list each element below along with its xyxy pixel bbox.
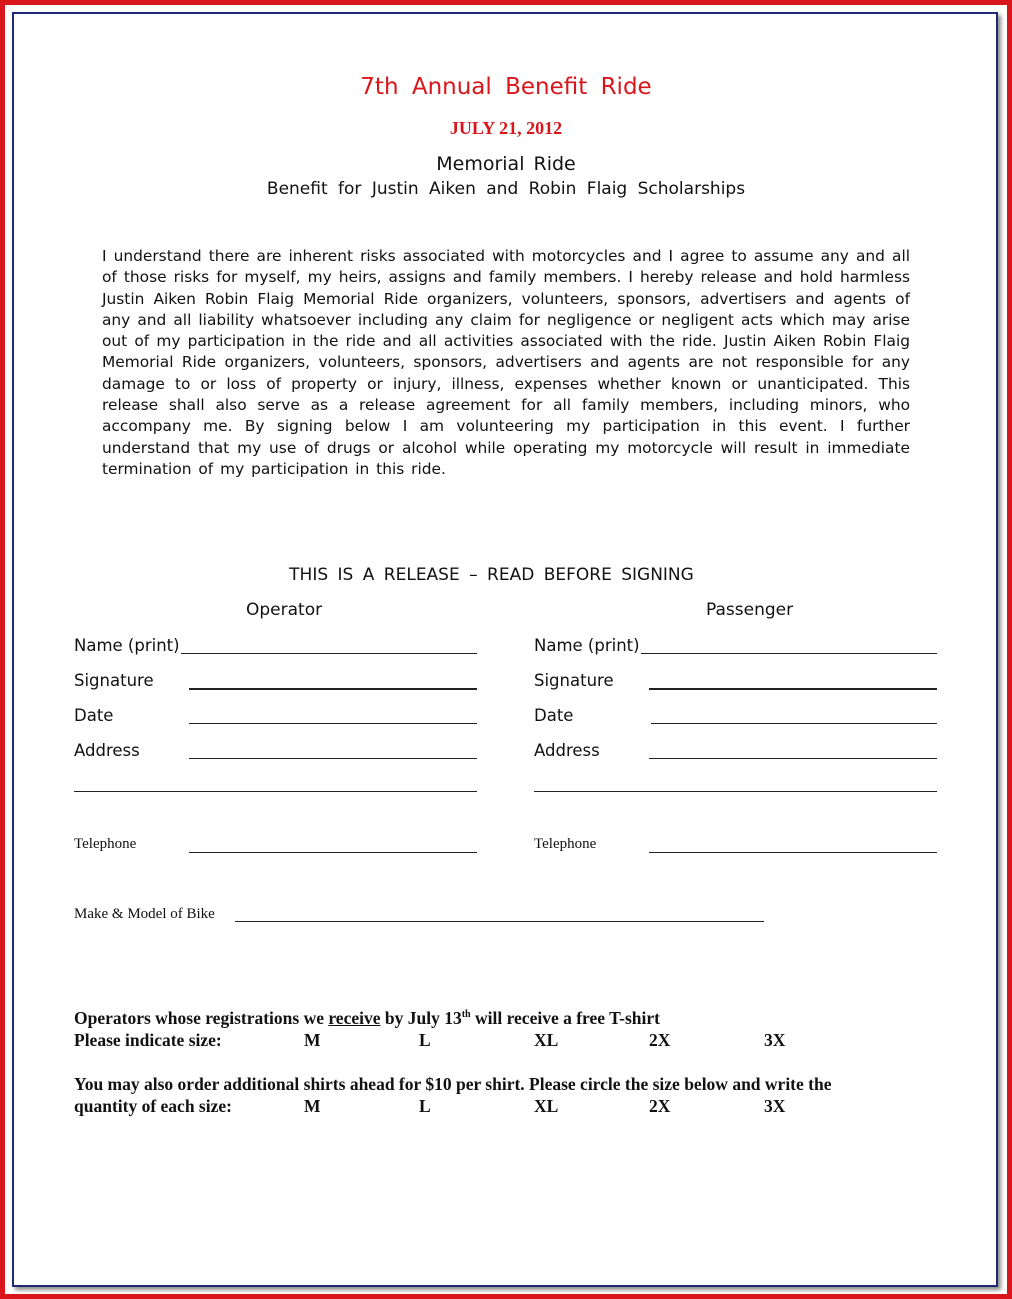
passenger-name-field[interactable] <box>641 653 937 654</box>
release-heading: THIS IS A RELEASE – READ BEFORE SIGNING <box>289 565 694 585</box>
bike-field[interactable] <box>235 921 764 922</box>
tshirt-size-l[interactable]: L <box>419 1030 431 1050</box>
operator-address-line2[interactable] <box>74 791 477 792</box>
tshirt-size-label: Please indicate size: <box>74 1030 222 1050</box>
tshirt-size-xl[interactable]: XL <box>534 1030 559 1050</box>
operator-signature-field[interactable] <box>189 688 477 690</box>
event-date: JULY 21, 2012 <box>449 118 563 138</box>
additional-size-2x[interactable]: 2X <box>649 1096 671 1116</box>
tshirt-size-m[interactable]: M <box>304 1030 321 1050</box>
additional-size-xl[interactable]: XL <box>534 1096 559 1116</box>
passenger-date-label: Date <box>534 706 574 725</box>
passenger-address-line2[interactable] <box>534 791 937 792</box>
operator-address-label: Address <box>74 741 140 760</box>
tshirt-offer-text: Operators whose registrations we receive by July 13th will receive a free T-shirt <box>74 1008 660 1028</box>
additional-size-l[interactable]: L <box>419 1096 431 1116</box>
passenger-date-field[interactable] <box>651 723 937 724</box>
passenger-signature-field[interactable] <box>649 688 937 690</box>
operator-name-label: Name (print) <box>74 636 180 655</box>
operator-date-field[interactable] <box>189 723 477 724</box>
additional-size-3x[interactable]: 3X <box>764 1096 786 1116</box>
operator-telephone-field[interactable] <box>189 852 477 853</box>
passenger-address-label: Address <box>534 741 600 760</box>
passenger-name-label: Name (print) <box>534 636 640 655</box>
operator-telephone-label: Telephone <box>74 836 137 852</box>
operator-address-field[interactable] <box>189 758 477 759</box>
tshirt-size-3x[interactable]: 3X <box>764 1030 786 1050</box>
additional-size-m[interactable]: M <box>304 1096 321 1116</box>
operator-signature-label: Signature <box>74 671 154 690</box>
form-subtitle: Memorial Ride <box>436 153 576 175</box>
operator-heading: Operator <box>246 600 323 620</box>
bike-label: Make & Model of Bike <box>74 906 215 922</box>
tshirt-size-2x[interactable]: 2X <box>649 1030 671 1050</box>
passenger-signature-label: Signature <box>534 671 614 690</box>
passenger-telephone-field[interactable] <box>649 852 937 853</box>
form-title: 7th Annual Benefit Ride <box>360 74 652 100</box>
operator-name-field[interactable] <box>181 653 477 654</box>
passenger-telephone-label: Telephone <box>534 836 597 852</box>
form-subtitle-benefit: Benefit for Justin Aiken and Robin Flaig Scholarships <box>266 179 746 199</box>
waiver-paragraph: I understand there are inherent risks associated with motorcycles and I agree to assume any and all of those risks for myself, my heirs, assigns and family members. I hereby release and hold harmless Justin Aiken Robin Flaig Memorial Ride organizers, volunteers, sponsors, advertisers and agents of any and all liability whatsoever including any claim for negligence or negligent acts which may arise out of my participation in the ride and all activities associated with the ride. Justin Aiken Robin Flaig Memorial Ride organizers, volunteers, sponsors, advertisers and agents are not responsible for any damage to or loss of property or injury, illness, expenses whether known or unanticipated. This release shall also serve as a release agreement for all family members, including minors, who accompany me. By signing below I am volunteering my participation in this event. I further understand that my use of drugs or alcohol while operating my motorcycle will result in immediate termination of my participation in this ride. <box>102 247 910 478</box>
additional-shirts-text: You may also order additional shirts ahead for $10 per shirt. Please circle the size below and write the <box>74 1074 832 1094</box>
additional-size-label: quantity of each size: <box>74 1096 232 1116</box>
operator-date-label: Date <box>74 706 114 725</box>
passenger-address-field[interactable] <box>649 758 937 759</box>
passenger-heading: Passenger <box>706 600 794 620</box>
